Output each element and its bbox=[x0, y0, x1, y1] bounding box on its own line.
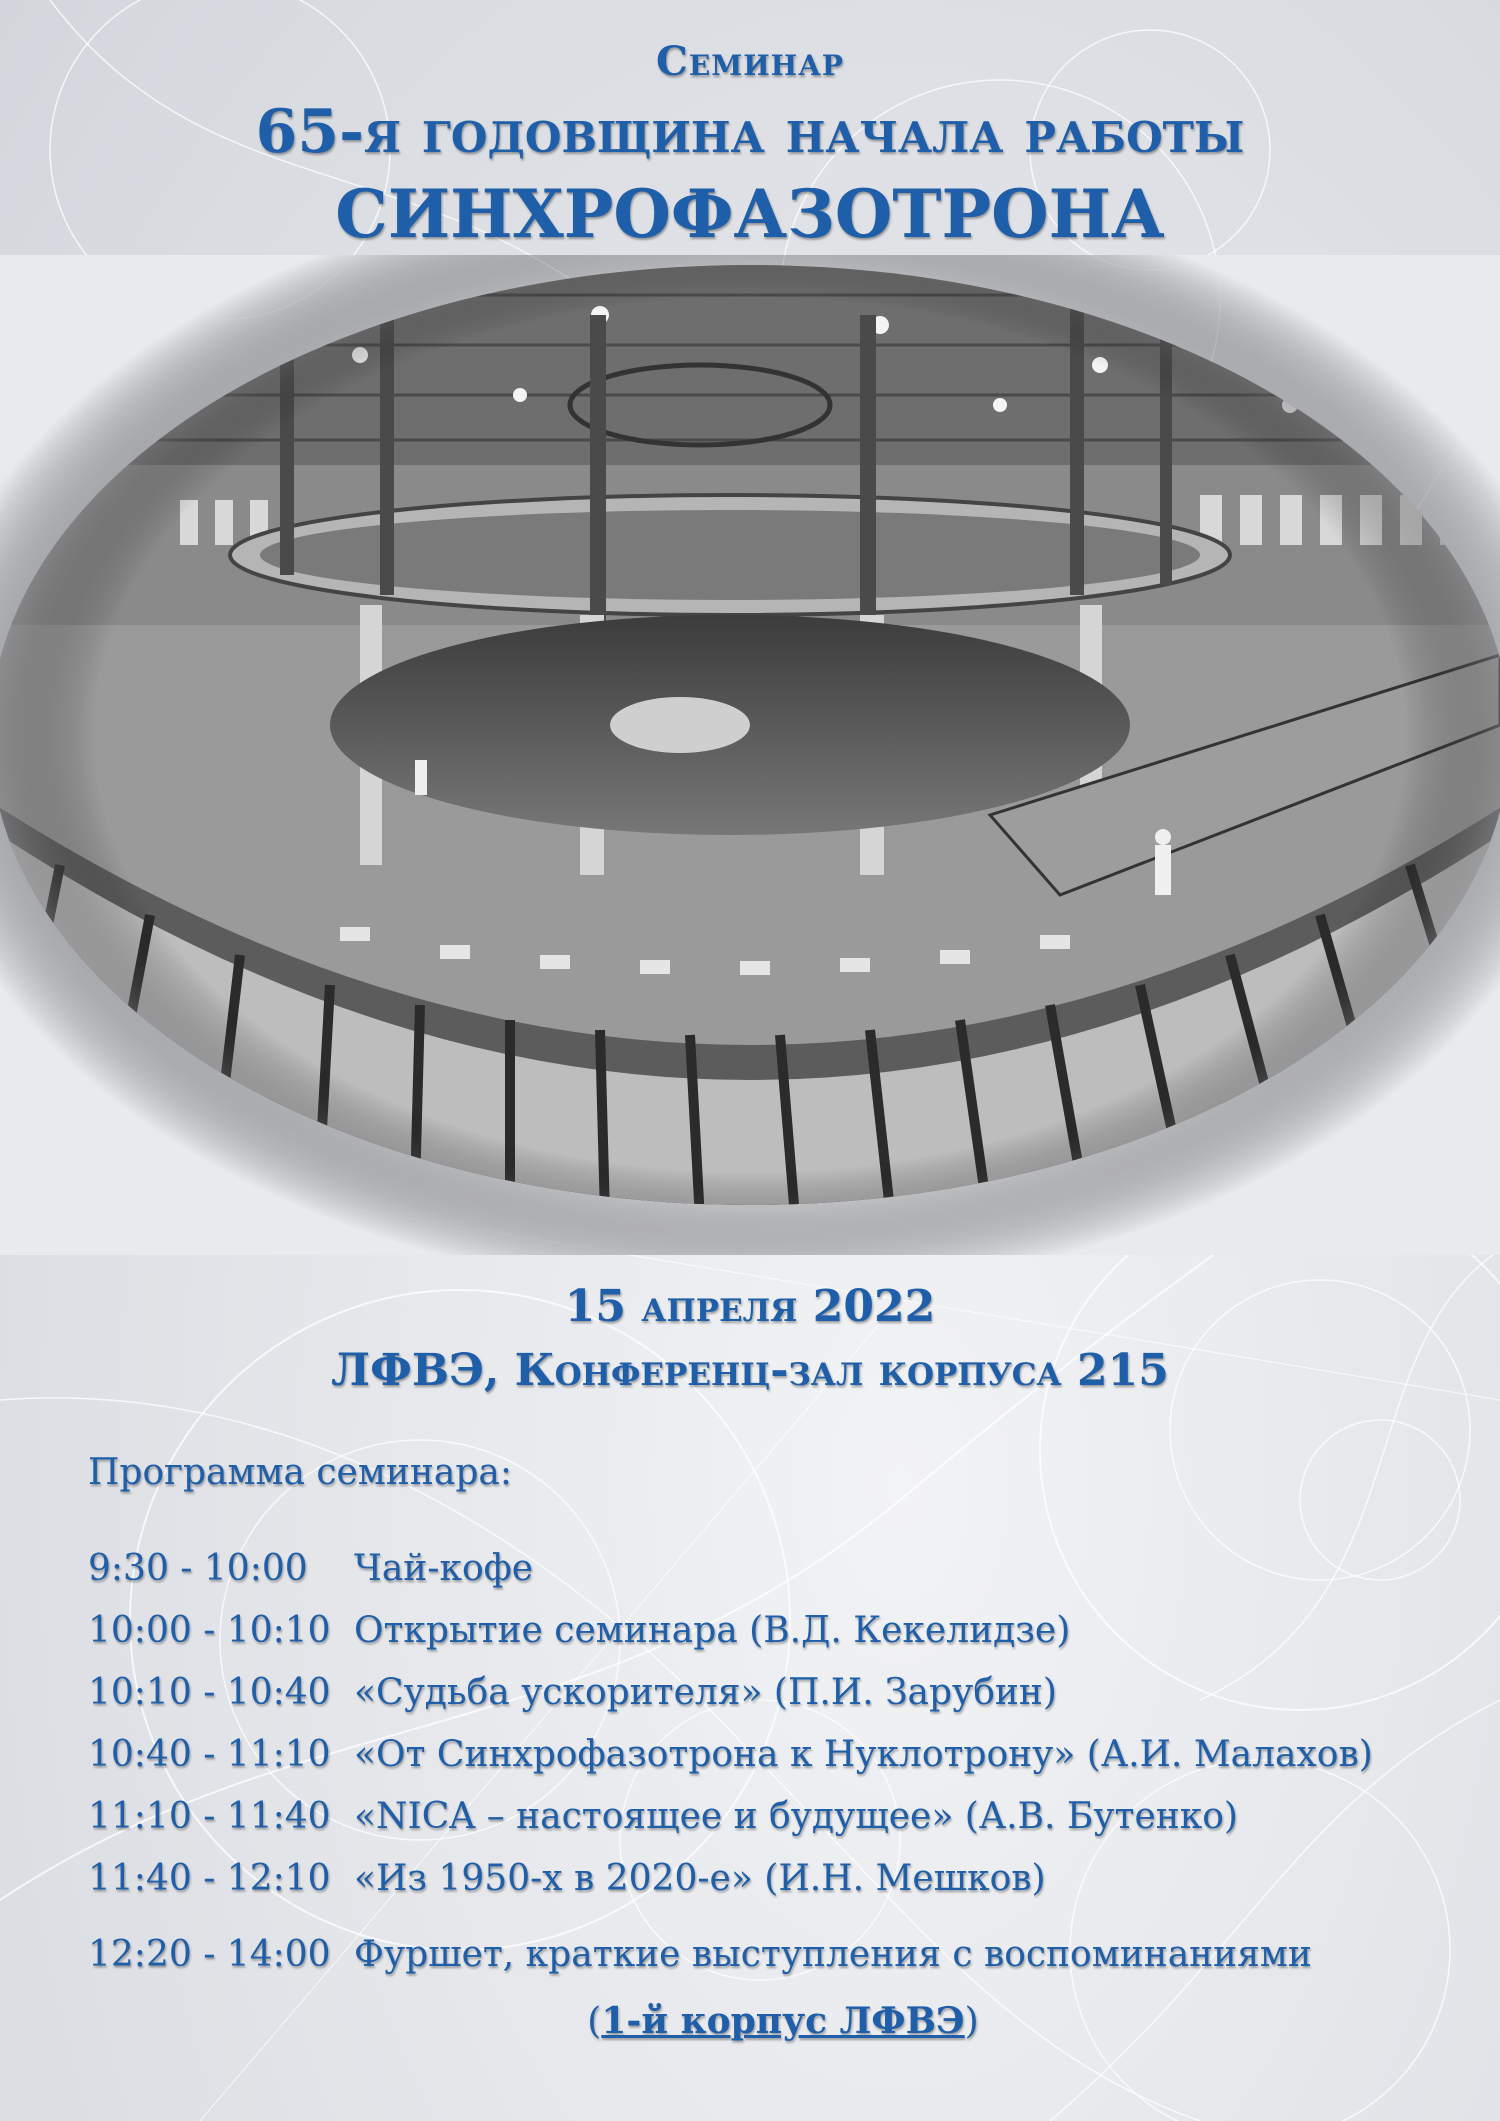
program-title: «Судьба ускорителя» (П.И. Зарубин) bbox=[354, 1672, 1057, 1713]
program-time: 11:40 - 12:10 bbox=[88, 1858, 331, 1899]
program-time: 10:00 - 10:10 bbox=[88, 1610, 331, 1651]
program-title: Фуршет, краткие выступления с воспоминаниями bbox=[354, 1934, 1312, 1975]
title-line-2: СИНХРОФАЗОТРОНА bbox=[335, 175, 1165, 253]
program-title: «От Синхрофазотрона к Нуклотрону» (А.И. Малахов) bbox=[354, 1734, 1373, 1775]
title-line-1: 65-я годовщина начала работы bbox=[255, 97, 1245, 167]
event-date: 15 апреля 2022 bbox=[564, 1281, 936, 1332]
program-title: Открытие семинара (В.Д. Кекелидзе) bbox=[354, 1610, 1071, 1651]
buffet-location bbox=[88, 1990, 1478, 2053]
program-heading: Программа семинара: bbox=[88, 1452, 512, 1493]
program-time: 10:40 - 11:10 bbox=[88, 1734, 331, 1775]
location-paren-close: ) bbox=[964, 2001, 979, 2042]
event-info bbox=[0, 1275, 1500, 1403]
program-time: 9:30 - 10:00 bbox=[88, 1548, 308, 1589]
program-row bbox=[88, 1786, 1478, 1848]
seminar-label: Семинар bbox=[656, 38, 844, 85]
program-row bbox=[88, 1600, 1478, 1662]
program-title: «Из 1950-х в 2020-е» (И.Н. Мешков) bbox=[354, 1858, 1046, 1899]
synchrophasotron-hall-photo bbox=[0, 255, 1500, 1255]
program-row bbox=[88, 1662, 1478, 1724]
seminar-program bbox=[88, 1448, 1478, 2053]
program-row bbox=[88, 1724, 1478, 1786]
program-row bbox=[88, 1848, 1478, 1910]
program-row bbox=[88, 1924, 1478, 1986]
location-paren-open: ( bbox=[587, 2001, 602, 2042]
program-title: Чай-кофе bbox=[354, 1548, 534, 1589]
program-time: 12:20 - 14:00 bbox=[88, 1934, 331, 1975]
program-row bbox=[88, 1538, 1478, 1600]
program-time: 10:10 - 10:40 bbox=[88, 1672, 331, 1713]
program-title: «NICA – настоящее и будущее» (А.В. Бутенко) bbox=[354, 1796, 1238, 1837]
program-time: 11:10 - 11:40 bbox=[88, 1796, 331, 1837]
location-link[interactable]: 1-й корпус ЛФВЭ bbox=[601, 2000, 965, 2042]
poster-header bbox=[0, 36, 1500, 256]
event-venue: ЛФВЭ, Конференц-зал корпуса 215 bbox=[331, 1345, 1169, 1396]
